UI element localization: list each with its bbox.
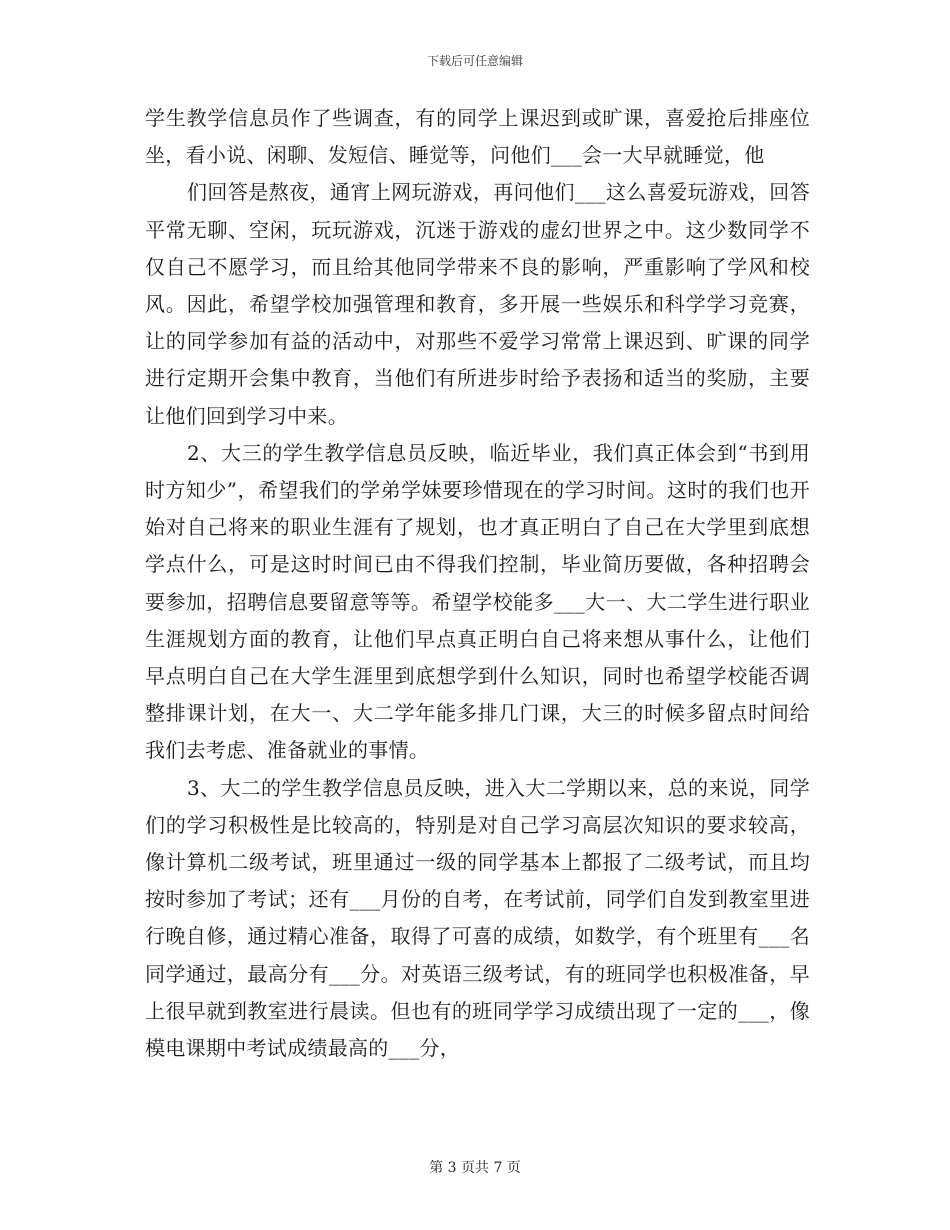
paragraph-3: 2、大三的学生教学信息员反映，临近毕业，我们真正体会到“书到用时方知少”，希望我们的学弟学妹要珍惜现在的学习时间。这时的我们也开始对自己将来的职业生涯有了规划，也才真正明白了自己在大学里到底想学点什么，可是这时时间已由不得我们控制，毕业简历要做，各种招聘会要参加，招聘信息要留意等等。希望学校能多___大一、大二学生进行职业生涯规划方面的教育，让他们早点真正明白自己将来想从事什么，让他们早点明白自己在大学生涯里到底想学到什么知识，同时也希望学校能否调整排课计划，在大一、大二学年能多排几门课，大三的时候多留点时间给我们去考虑、准备就业的事情。 bbox=[145, 440, 810, 763]
paragraph-2: 们回答是熬夜，通宵上网玩游戏，再问他们___这么喜爱玩游戏，回答平常无聊、空闲，玩玩游戏，沉迷于游戏的虚幻世界之中。这少数同学不仅自己不愿学习，而且给其他同学带来不良的影响，严重影响了学风和校风。因此，希望学校加强管理和教育，多开展一些娱乐和科学学习竞赛，让的同学参加有益的活动中，对那些不爱学习常常上课迟到、旷课的同学进行定期开会集中教育，当他们有所进步时给予表扬和适当的奖励，主要让他们回到学习中来。 bbox=[145, 180, 810, 428]
page-footer: 第 3 页共 7 页 bbox=[429, 1160, 521, 1176]
document-body bbox=[145, 100, 810, 1067]
page-header: 下载后可任意编辑 bbox=[426, 54, 523, 68]
paragraph-1: 学生教学信息员作了些调查，有的同学上课迟到或旷课，喜爱抢后排座位坐，看小说、闲聊、发短信、睡觉等，问他们___会一大早就睡觉，他 bbox=[145, 106, 810, 168]
paragraph-4: 3、大二的学生教学信息员反映，进入大二学期以来，总的来说，同学们的学习积极性是比较高的，特别是对自己学习高层次知识的要求较高，像计算机二级考试，班里通过一级的同学基本上都报了二级考试，而且均按时参加了考试；还有___月份的自考，在考试前，同学们自发到教室里进行晚自修，通过精心准备，取得了可喜的成绩，如数学，有个班里有___名同学通过，最高分有___分。对英语三级考试，有的班同学也积极准备，早上很早就到教室进行晨读。但也有的班同学学习成绩出现了一定的___，像模电课期中考试成绩最高的___分， bbox=[145, 775, 810, 1061]
